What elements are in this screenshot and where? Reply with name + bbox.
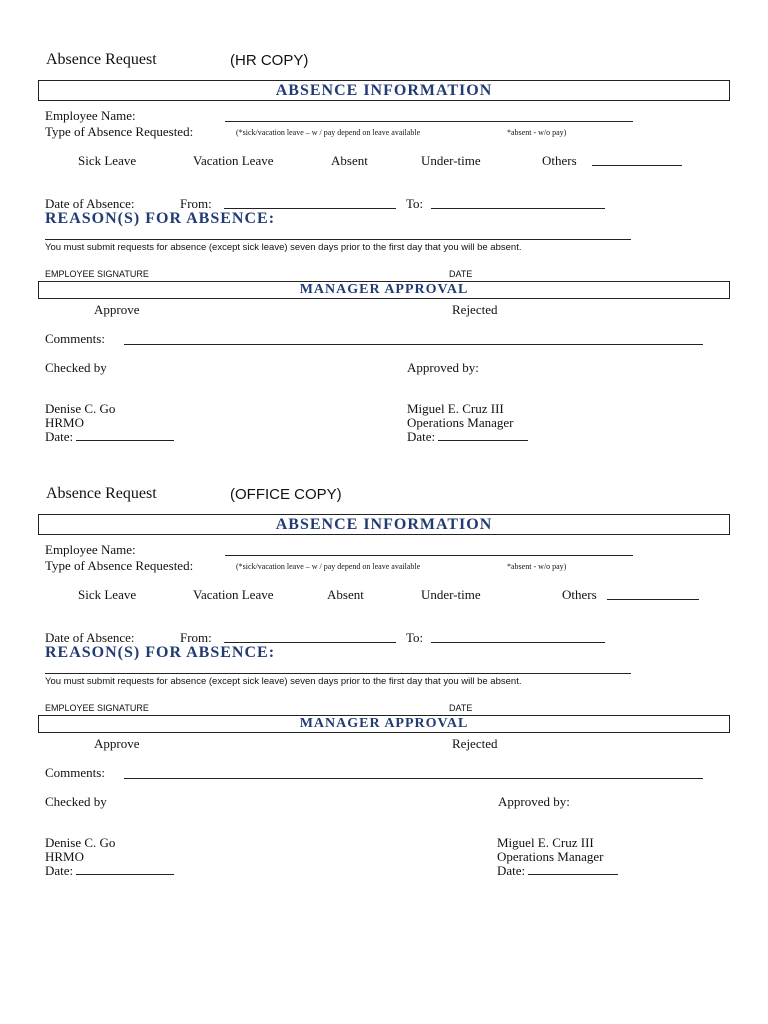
approver-date-label: Date: <box>497 863 526 878</box>
approver-name: Miguel E. Cruz III <box>407 401 504 416</box>
checker-title: HRMO <box>45 849 85 864</box>
comments-field[interactable] <box>124 778 703 779</box>
option-under-time[interactable]: Under-time <box>421 153 481 168</box>
approver-title: Operations Manager <box>407 415 514 430</box>
reason-field[interactable] <box>45 673 631 674</box>
checker-date-field[interactable] <box>76 874 174 875</box>
signature-date-label: DATE <box>449 703 473 713</box>
rejected-option[interactable]: Rejected <box>452 736 498 751</box>
from-date-field[interactable] <box>224 208 396 209</box>
submission-notice: You must submit requests for absence (except sick leave) seven days prior to the first day that you will be absent. <box>45 676 522 687</box>
employee-name-label: Employee Name: <box>45 542 136 557</box>
checked-by-label: Checked by <box>45 360 107 375</box>
to-label: To: <box>406 630 424 645</box>
type-of-absence-label: Type of Absence Requested: <box>45 124 194 139</box>
section-header-manager-approval: MANAGER APPROVAL <box>38 715 730 733</box>
checker-name: Denise C. Go <box>45 401 116 416</box>
employee-signature-label: EMPLOYEE SIGNATURE <box>45 703 149 713</box>
rejected-option[interactable]: Rejected <box>452 302 498 317</box>
date-of-absence-label: Date of Absence: <box>45 630 135 645</box>
reason-for-absence-heading: REASON(S) FOR ABSENCE: <box>45 644 276 661</box>
section-header-absence-information: ABSENCE INFORMATION <box>38 514 730 535</box>
approve-option[interactable]: Approve <box>94 302 140 317</box>
section-header-manager-approval: MANAGER APPROVAL <box>38 281 730 299</box>
option-absent[interactable]: Absent <box>327 587 364 602</box>
hr-copy-form <box>0 0 768 444</box>
form-title: Absence Request <box>46 485 157 502</box>
approve-option[interactable]: Approve <box>94 736 140 751</box>
employee-signature-label: EMPLOYEE SIGNATURE <box>45 269 149 279</box>
option-sick-leave[interactable]: Sick Leave <box>78 153 137 168</box>
approver-date-label: Date: <box>407 429 436 444</box>
option-others[interactable]: Others <box>562 587 597 602</box>
from-label: From: <box>180 196 212 211</box>
type-of-absence-note: (*sick/vacation leave – w / pay depend on leave available <box>236 128 421 137</box>
signature-date-label: DATE <box>449 269 473 279</box>
comments-label: Comments: <box>45 331 105 346</box>
others-field[interactable] <box>592 165 682 166</box>
from-date-field[interactable] <box>224 642 396 643</box>
type-of-absence-note: (*sick/vacation leave – w / pay depend on leave available <box>236 562 421 571</box>
to-label: To: <box>406 196 424 211</box>
employee-name-field[interactable] <box>225 555 633 556</box>
others-field[interactable] <box>607 599 699 600</box>
reason-field[interactable] <box>45 239 631 240</box>
checker-name: Denise C. Go <box>45 835 116 850</box>
copy-label: (HR COPY) <box>230 52 309 69</box>
submission-notice: You must submit requests for absence (except sick leave) seven days prior to the first day that you will be absent. <box>45 242 522 253</box>
approver-name: Miguel E. Cruz III <box>497 835 594 850</box>
checker-date-label: Date: <box>45 429 74 444</box>
to-date-field[interactable] <box>431 642 605 643</box>
option-under-time[interactable]: Under-time <box>421 587 481 602</box>
option-vacation-leave[interactable]: Vacation Leave <box>193 153 274 168</box>
comments-label: Comments: <box>45 765 105 780</box>
copy-label: (OFFICE COPY) <box>230 486 342 503</box>
option-sick-leave[interactable]: Sick Leave <box>78 587 137 602</box>
office-copy-form <box>0 434 768 878</box>
approver-date-field[interactable] <box>528 874 618 875</box>
from-label: From: <box>180 630 212 645</box>
approved-by-label: Approved by: <box>498 794 570 809</box>
checked-by-label: Checked by <box>45 794 107 809</box>
form-title: Absence Request <box>46 51 157 68</box>
date-of-absence-label: Date of Absence: <box>45 196 135 211</box>
employee-name-field[interactable] <box>225 121 633 122</box>
approver-title: Operations Manager <box>497 849 604 864</box>
option-absent[interactable]: Absent <box>331 153 368 168</box>
option-others[interactable]: Others <box>542 153 577 168</box>
absent-note: *absent - w/o pay) <box>507 128 567 137</box>
reason-for-absence-heading: REASON(S) FOR ABSENCE: <box>45 210 276 227</box>
absent-note: *absent - w/o pay) <box>507 562 567 571</box>
option-vacation-leave[interactable]: Vacation Leave <box>193 587 274 602</box>
checker-date-label: Date: <box>45 863 74 878</box>
section-header-absence-information: ABSENCE INFORMATION <box>38 80 730 101</box>
comments-field[interactable] <box>124 344 703 345</box>
checker-title: HRMO <box>45 415 85 430</box>
approved-by-label: Approved by: <box>407 360 479 375</box>
type-of-absence-label: Type of Absence Requested: <box>45 558 194 573</box>
to-date-field[interactable] <box>431 208 605 209</box>
employee-name-label: Employee Name: <box>45 108 136 123</box>
